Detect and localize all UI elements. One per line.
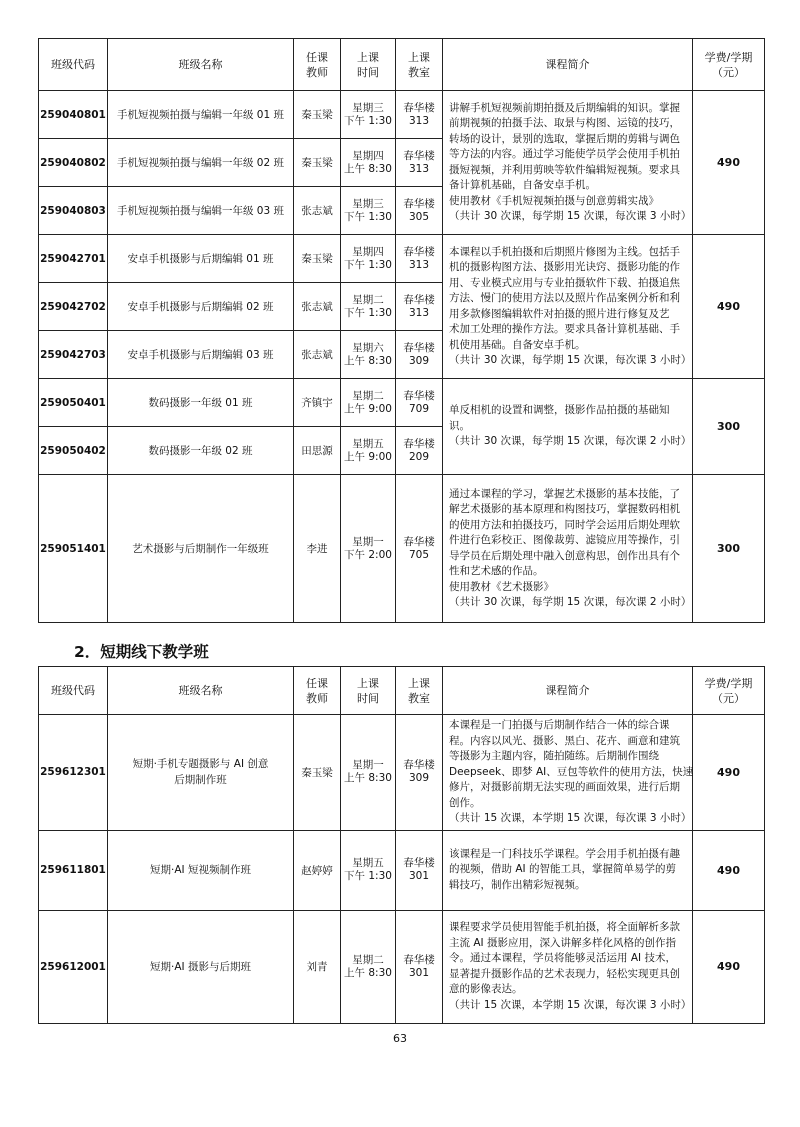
description-line: 修片，对摄影前期无法实现的画面效果，进行后期	[449, 781, 680, 793]
classroom	[396, 910, 443, 1023]
class-name: 数码摄影一年级 01 班	[108, 379, 294, 427]
tuition-fee: 490	[693, 830, 765, 910]
classroom	[396, 187, 443, 235]
tuition-fee: 490	[693, 715, 765, 831]
header-class-name: 班级名称	[108, 39, 294, 91]
description-line: 课程要求学员使用智能手机拍摄，将全面解析多款	[449, 921, 680, 933]
description-line: 主流 AI 摄影应用，深入讲解多样化风格的创作指	[449, 936, 676, 949]
table-row	[39, 91, 765, 139]
tuition-fee: 490	[693, 235, 765, 379]
course-description	[443, 910, 693, 1023]
class-time	[341, 91, 396, 139]
class-code: 259050401	[39, 379, 108, 427]
class-name: 安卓手机摄影与后期编辑 02 班	[108, 283, 294, 331]
class-code: 259040802	[39, 139, 108, 187]
class-code: 259612001	[39, 910, 108, 1023]
class-time	[341, 187, 396, 235]
description-line: 机使用基础。自备安卓手机。	[449, 338, 586, 351]
description-line: 性和艺术感的作品。	[449, 565, 544, 577]
teacher-name: 秦玉梁	[294, 139, 341, 187]
line: 春华楼	[403, 341, 435, 354]
line: 301	[408, 870, 430, 882]
description-line: 转场的设计，景别的选取，掌握后期的剪辑与调色	[449, 132, 680, 145]
table-row	[39, 830, 765, 910]
teacher-name: 李进	[294, 475, 341, 623]
line: 209	[408, 450, 430, 463]
line: 春华楼	[403, 953, 435, 966]
description-line: （共计 15 次课，本学期 15 次课，每次课 3 小时）	[449, 998, 692, 1011]
line: 上午 8:30	[344, 162, 392, 175]
classroom	[396, 139, 443, 187]
line: 春华楼	[403, 245, 435, 258]
description-line: 本课程是一门拍摄与后期制作结合一体的综合课	[449, 719, 670, 731]
line: 上午 8:30	[344, 772, 392, 785]
line: 星期三	[352, 101, 384, 114]
classroom	[396, 715, 443, 831]
class-name-line: 短期·AI 摄影与后期班	[150, 960, 251, 973]
class-schedule-table-2	[38, 666, 765, 1024]
header-fee: 学费/学期 （元）	[693, 667, 765, 715]
teacher-name: 刘青	[294, 910, 341, 1023]
class-code: 259040803	[39, 187, 108, 235]
class-name	[108, 910, 294, 1023]
line: 下午 1:30	[344, 306, 392, 319]
header-description: 课程简介	[443, 39, 693, 91]
line: 星期六	[352, 341, 384, 354]
header-room: 上课 教室	[396, 39, 443, 91]
line: 春华楼	[403, 197, 435, 210]
description-line: 创作。	[449, 796, 481, 809]
tuition-fee: 490	[693, 91, 765, 235]
line: 313	[408, 162, 430, 175]
class-name-line: 短期·手机专题摄影与 AI 创意	[132, 758, 269, 771]
line: 春华楼	[403, 535, 435, 548]
line: 上午 9:00	[344, 450, 392, 463]
class-name	[108, 830, 294, 910]
header-class-code: 班级代码	[39, 39, 108, 91]
table-row	[39, 910, 765, 1023]
line: 309	[408, 772, 430, 785]
class-code: 259050402	[39, 427, 108, 475]
line: 星期二	[352, 953, 384, 966]
description-line: 程。内容以风光、摄影、黑白、花卉、画意和建筑	[449, 734, 680, 747]
description-line: 机的摄影构图方法、摄影用光诀窍、摄影功能的作	[449, 261, 680, 273]
description-line: 方法、慢门的使用方法以及照片作品案例分析和利	[449, 292, 680, 304]
teacher-name: 张志斌	[294, 187, 341, 235]
course-description	[443, 715, 693, 831]
line: 星期一	[352, 535, 384, 548]
line: 春华楼	[403, 437, 435, 450]
class-name: 艺术摄影与后期制作一年级班	[108, 475, 294, 623]
page-number: 63	[393, 1032, 407, 1045]
line: 313	[408, 114, 430, 127]
line: 309	[408, 354, 430, 367]
line: 709	[408, 402, 430, 415]
classroom	[396, 331, 443, 379]
teacher-name: 田思源	[294, 427, 341, 475]
header-class-code: 班级代码	[39, 667, 108, 715]
class-name: 安卓手机摄影与后期编辑 03 班	[108, 331, 294, 379]
line: 301	[408, 966, 430, 979]
description-line: 显著提升摄影作品的艺术表现力，轻松实现更具创	[449, 967, 680, 980]
course-description	[443, 379, 693, 475]
description-line: 本课程以手机拍摄和后期照片修图为主线。包括手	[449, 245, 680, 258]
description-line: 等方法的内容。通过学习能使学员学会使用手机拍	[449, 148, 680, 160]
teacher-name: 张志斌	[294, 331, 341, 379]
class-time	[341, 235, 396, 283]
class-time	[341, 830, 396, 910]
table-row	[39, 715, 765, 831]
course-description	[443, 91, 693, 235]
tuition-fee: 300	[693, 379, 765, 475]
description-line: 等摄影为主题内容，随拍随练。后期制作围绕	[449, 750, 659, 762]
course-description	[443, 235, 693, 379]
line: 春华楼	[403, 149, 435, 162]
line: 春华楼	[403, 293, 435, 306]
class-code: 259040801	[39, 91, 108, 139]
line: 春华楼	[403, 857, 435, 869]
class-name-line: 短期·AI 短视频制作班	[150, 864, 251, 876]
table-header-row	[39, 39, 765, 91]
description-line: 的使用方法和拍摄技巧，同时学会运用后期处理软	[449, 518, 680, 531]
tuition-fee: 300	[693, 475, 765, 623]
class-code: 259051401	[39, 475, 108, 623]
teacher-name: 秦玉梁	[294, 235, 341, 283]
classroom	[396, 91, 443, 139]
classroom	[396, 830, 443, 910]
line: 春华楼	[403, 759, 435, 772]
line: 春华楼	[403, 101, 435, 114]
class-code: 259042702	[39, 283, 108, 331]
description-line: 辑技巧，制作出精彩短视频。	[449, 878, 586, 891]
class-name: 手机短视频拍摄与编辑一年级 03 班	[108, 187, 294, 235]
line: 305	[408, 210, 430, 223]
table-row	[39, 379, 765, 427]
class-time	[341, 331, 396, 379]
description-line: 识。	[449, 419, 470, 432]
description-line: 术加工处理的操作方法。要求具备计算机基础、手	[449, 323, 680, 335]
line: 春华楼	[403, 389, 435, 402]
tuition-fee: 490	[693, 910, 765, 1023]
description-line: 备计算机基础，自备安卓手机。	[449, 179, 596, 191]
class-code: 259042703	[39, 331, 108, 379]
description-line: 使用教材《艺术摄影》	[449, 580, 554, 593]
description-line: 的视频，借助 AI 的智能工具，掌握简单易学的剪	[449, 863, 676, 876]
course-description	[443, 830, 693, 910]
table-header-row	[39, 667, 765, 715]
teacher-name: 张志斌	[294, 283, 341, 331]
description-line: 讲解手机短视频前期拍摄及后期编辑的知识。掌握	[449, 101, 680, 114]
description-line: （共计 30 次课，每学期 15 次课，每次课 2 小时）	[449, 596, 692, 608]
teacher-name: 秦玉梁	[294, 715, 341, 831]
description-line: 摄短视频，并利用剪映等软件编辑短视频。要求具	[449, 163, 680, 176]
teacher-name: 赵婷婷	[294, 830, 341, 910]
line: 705	[408, 548, 430, 561]
line: 下午 1:30	[344, 210, 392, 223]
teacher-name: 齐镇宇	[294, 379, 341, 427]
description-line: 意的影像表达。	[449, 983, 523, 995]
description-line: 件进行色彩校正、图像裁剪、滤镜应用等操作，引	[449, 534, 680, 546]
description-line: 前期视频的拍摄手法、取景与构图、运镜的技巧，	[449, 117, 680, 129]
section-title: 2．短期线下教学班	[74, 643, 209, 661]
class-code: 259042701	[39, 235, 108, 283]
classroom	[396, 427, 443, 475]
class-time	[341, 715, 396, 831]
description-line: 用、专业模式应用与专业拍摄软件下载、拍摄追焦	[449, 276, 680, 289]
line: 星期五	[352, 857, 384, 869]
description-line: 解艺术摄影的基本原理和构图技巧，掌握数码相机	[449, 503, 680, 515]
classroom	[396, 475, 443, 623]
classroom	[396, 235, 443, 283]
header-room: 上课 教室	[396, 667, 443, 715]
class-time	[341, 427, 396, 475]
class-name: 数码摄影一年级 02 班	[108, 427, 294, 475]
line: 下午 1:30	[344, 258, 392, 271]
description-line: （共计 30 次课，每学期 15 次课，每次课 3 小时）	[449, 210, 692, 222]
classroom	[396, 379, 443, 427]
line: 星期二	[352, 389, 384, 402]
line: 下午 1:30	[344, 870, 392, 882]
description-line: 单反相机的设置和调整，摄影作品拍摄的基础知	[449, 404, 670, 417]
header-teacher: 任课 教师	[294, 39, 341, 91]
class-time	[341, 283, 396, 331]
line: 星期一	[352, 759, 384, 772]
description-line: （共计 30 次课，每学期 15 次课，每次课 3 小时）	[449, 354, 692, 366]
header-description: 课程简介	[443, 667, 693, 715]
class-name: 手机短视频拍摄与编辑一年级 01 班	[108, 91, 294, 139]
description-line: 用多款修图编辑软件对拍摄的照片进行修复及艺	[449, 307, 670, 320]
class-time	[341, 139, 396, 187]
header-teacher: 任课 教师	[294, 667, 341, 715]
classroom	[396, 283, 443, 331]
line: 下午 2:00	[344, 548, 392, 561]
class-name: 安卓手机摄影与后期编辑 01 班	[108, 235, 294, 283]
description-line: 令。通过本课程，学员将能够灵活运用 AI 技术，	[449, 952, 676, 964]
line: 星期二	[352, 293, 384, 306]
line: 星期四	[352, 149, 384, 162]
header-class-name: 班级名称	[108, 667, 294, 715]
course-description	[443, 475, 693, 623]
line: 上午 8:30	[344, 354, 392, 367]
line: 星期三	[352, 197, 384, 210]
class-name: 手机短视频拍摄与编辑一年级 02 班	[108, 139, 294, 187]
line: 上午 9:00	[344, 402, 392, 415]
class-time	[341, 475, 396, 623]
class-name	[108, 715, 294, 831]
description-line: （共计 30 次课，每学期 15 次课，每次课 2 小时）	[449, 435, 692, 448]
line: 下午 1:30	[344, 114, 392, 127]
description-line: （共计 15 次课，本学期 15 次课，每次课 3 小时）	[449, 812, 692, 824]
class-name-line: 后期制作班	[174, 774, 227, 787]
line: 上午 8:30	[344, 966, 392, 979]
line: 星期五	[352, 437, 384, 450]
description-line: Deepseek、即梦 AI、豆包等软件的使用方法，快速	[449, 765, 694, 778]
class-time	[341, 379, 396, 427]
class-code: 259611801	[39, 830, 108, 910]
description-line: 使用教材《手机短视频拍摄与创意剪辑实战》	[449, 194, 659, 207]
class-code: 259612301	[39, 715, 108, 831]
description-line: 通过本课程的学习，掌握艺术摄影的基本技能，了	[449, 487, 680, 500]
line: 313	[408, 306, 430, 319]
header-time: 上课 时间	[341, 667, 396, 715]
class-time	[341, 910, 396, 1023]
teacher-name: 秦玉梁	[294, 91, 341, 139]
header-time: 上课 时间	[341, 39, 396, 91]
class-schedule-table-1	[38, 38, 765, 623]
table-row	[39, 475, 765, 623]
line: 313	[408, 258, 430, 271]
description-line: 导学员在后期处理中融入创意构思，创作出具有个	[449, 549, 680, 562]
line: 星期四	[352, 245, 384, 258]
table-row	[39, 235, 765, 283]
header-fee: 学费/学期 （元）	[693, 39, 765, 91]
description-line: 该课程是一门科技乐学课程。学会用手机拍摄有趣	[449, 847, 680, 860]
